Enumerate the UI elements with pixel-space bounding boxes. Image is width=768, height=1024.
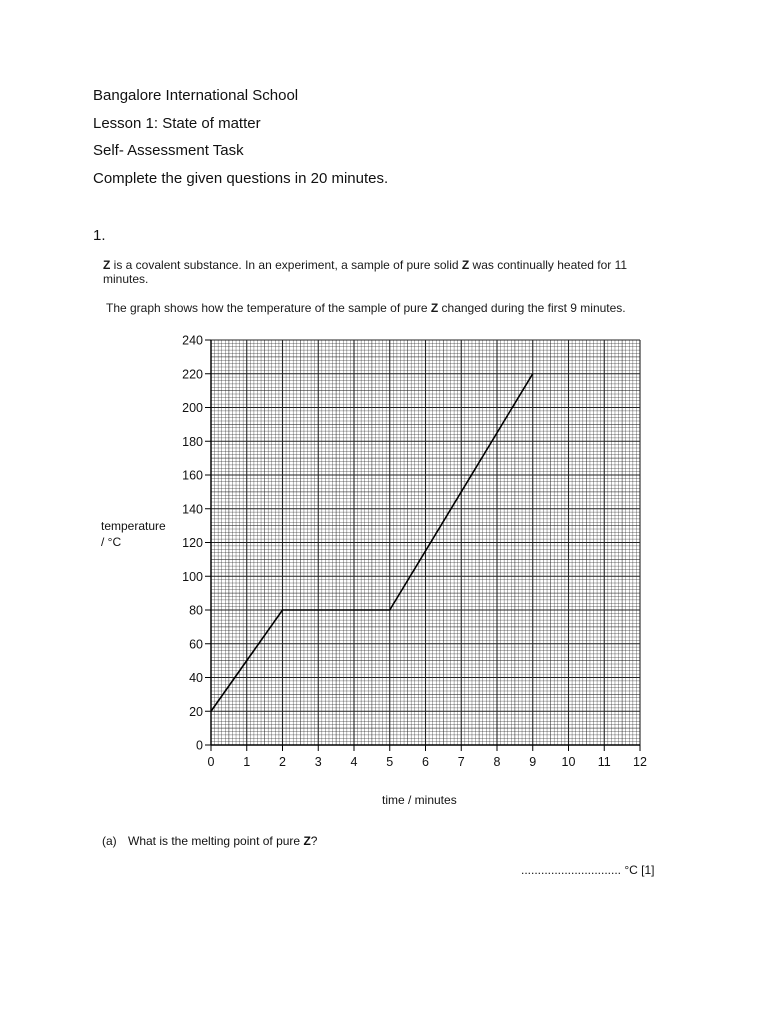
school-name: Bangalore International School xyxy=(93,87,299,104)
y-tick-label: 40 xyxy=(189,671,203,685)
intro-2-text-b: changed during the first 9 minutes. xyxy=(438,301,626,315)
y-tick-label: 20 xyxy=(189,704,203,719)
x-tick-label: 2 xyxy=(279,755,286,769)
x-tick-label: 12 xyxy=(633,755,647,769)
y-axis-label xyxy=(101,518,166,550)
y-tick-label: 240 xyxy=(182,333,203,348)
y-tick-label: 60 xyxy=(189,637,203,652)
lesson-title: Lesson 1: State of matter xyxy=(93,115,261,132)
y-tick-label: 220 xyxy=(182,367,203,382)
y-tick-label: 160 xyxy=(182,468,203,483)
x-tick-label: 9 xyxy=(529,755,537,769)
x-tick-label: 8 xyxy=(493,755,501,769)
x-tick-label: 10 xyxy=(561,755,576,769)
x-tick-label: 7 xyxy=(457,755,465,769)
part-a-label: (a) xyxy=(102,834,117,848)
substance-z: Z xyxy=(461,258,470,272)
intro-1-text-b: was continually heated for 11 minutes. xyxy=(103,258,628,286)
substance-z: Z xyxy=(430,301,439,315)
x-tick-label: 0 xyxy=(207,755,215,769)
x-axis-ticks xyxy=(208,745,647,769)
part-a-text: What is the melting point of pure xyxy=(128,834,304,848)
y-tick-label: 120 xyxy=(182,536,203,550)
x-tick-label: 3 xyxy=(314,755,322,769)
answer-line[interactable]: .............................. °C [1] xyxy=(521,863,655,877)
y-axis-label-line-1: temperature xyxy=(101,519,166,533)
question-part-a xyxy=(102,834,317,848)
question-number: 1. xyxy=(93,227,106,244)
y-tick-label: 140 xyxy=(182,502,203,517)
intro-1-text-a: is a covalent substance. In an experiment, a sample of pure solid xyxy=(110,258,462,272)
y-axis-label-line-2: / °C xyxy=(101,535,122,549)
x-tick-label: 11 xyxy=(597,755,611,769)
part-a-end: ? xyxy=(310,834,318,848)
intro-2-text-a: The graph shows how the temperature of the sample of pure xyxy=(106,301,431,315)
x-tick-label: 4 xyxy=(350,755,358,769)
y-tick-label: 200 xyxy=(182,401,203,415)
x-tick-label: 5 xyxy=(386,755,394,769)
x-axis-label: time / minutes xyxy=(382,793,457,807)
y-tick-label: 80 xyxy=(189,603,203,618)
task-title: Self- Assessment Task xyxy=(93,142,244,159)
y-tick-label: 100 xyxy=(182,569,203,584)
y-tick-label: 180 xyxy=(182,434,203,449)
x-tick-label: 6 xyxy=(422,755,429,769)
instruction-text: Complete the given questions in 20 minutes. xyxy=(93,170,389,187)
substance-z: Z xyxy=(103,258,111,272)
x-tick-label: 1 xyxy=(243,755,251,769)
y-tick-label: 0 xyxy=(196,738,203,753)
substance-z: Z xyxy=(303,834,311,848)
y-axis-ticks xyxy=(182,334,211,753)
